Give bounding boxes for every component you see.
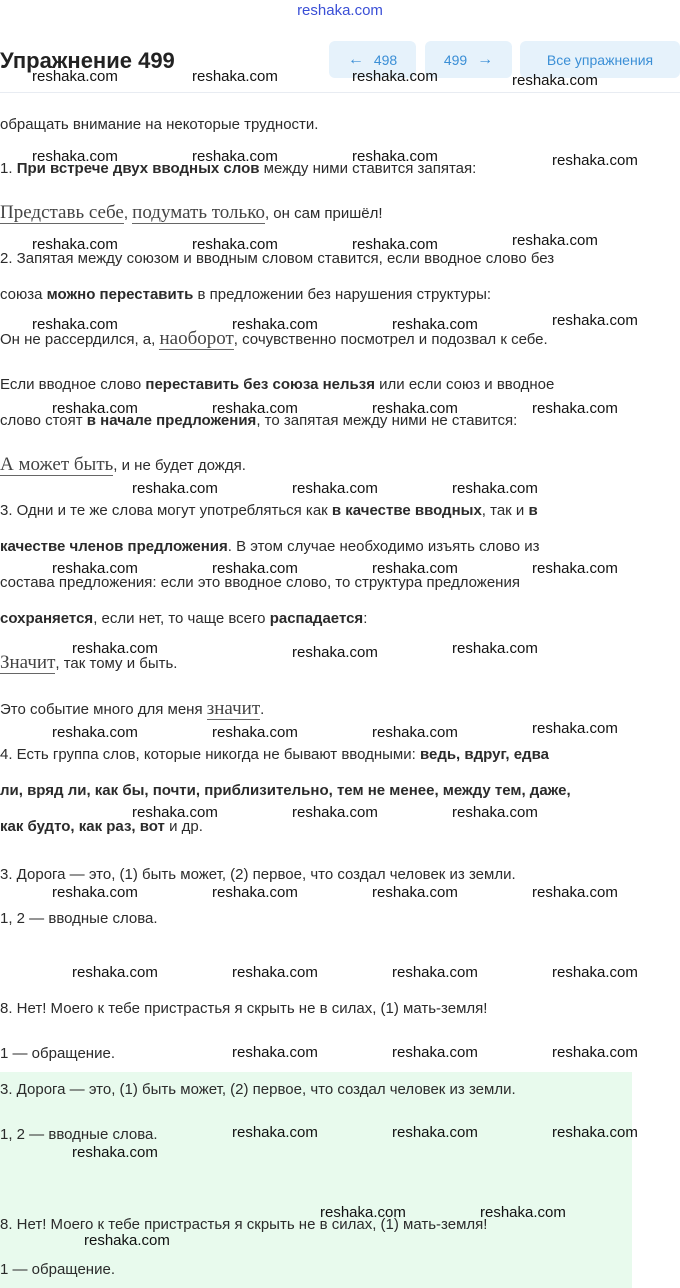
example-4-rest: , так тому и быть. [55,655,178,672]
rule-2b-rest: или если союз и вводное [379,376,555,393]
rule-3-l4-end: : [363,610,368,627]
task-8-answer: 1 — обращение. [0,1045,115,1062]
example-5 [0,698,680,721]
rule-3-text: 3. Одни и те же слова могут употребляться как [0,502,328,519]
rule-2b-l2-bold: в начале предложения [86,412,257,429]
rule-3-l2-bold: качестве членов предложения [0,538,228,555]
page-title: Упражнение 499 [0,48,175,73]
example-1-rest: , он сам пришёл! [264,205,383,222]
rule-1-num: 1. [0,160,13,177]
rule-3-l4-bold-2: распадается [269,610,364,627]
arrow-left-icon: ← [347,50,364,68]
watermark: reshaka.com [352,236,438,253]
rule-2-line-1: 2. Запятая между союзом и вводным словом ставится, если вводное слово без [0,250,555,267]
next-exercise-button[interactable] [425,41,512,78]
example-5-text: Это событие много для меня [0,701,207,718]
watermark: reshaka.com [212,724,298,741]
watermark: reshaka.com [52,400,138,417]
watermark: reshaka.com [532,884,618,901]
watermark: reshaka.com [192,236,278,253]
rule-4-text: 4. Есть группа слов, которые никогда не бывают вводными: [0,746,416,763]
watermark: reshaka.com [52,724,138,741]
watermark: reshaka.com [552,312,638,329]
watermark: reshaka.com [212,560,298,577]
watermark: reshaka.com [72,964,158,981]
example-2-rest: , сочувственно посмотрел и подозвал к себе. [233,331,548,348]
task-8: 8. Нет! Моего к тебе пристрастья я скрыть не в силах, (1) мать-земля! [0,1000,488,1017]
watermark: reshaka.com [372,560,458,577]
example-2-text: Он не рассердился, а, [0,331,160,348]
rule-2b-l2-rest: , то запятая между ними не ставится: [256,412,518,429]
rule-1-rest: между ними ставится запятая: [263,160,477,177]
example-4-word: Значит [0,652,56,673]
arrow-right-icon: → [477,50,494,68]
answer-task-3-result: 1, 2 — вводные слова. [0,1126,158,1143]
watermark: reshaka.com [292,644,378,661]
watermark: reshaka.com [232,964,318,981]
watermark: reshaka.com [392,1044,478,1061]
watermark: reshaka.com [452,640,538,657]
watermark: reshaka.com [72,640,158,657]
watermark: reshaka.com [232,1044,318,1061]
watermark: reshaka.com [52,884,138,901]
watermark: reshaka.com [132,804,218,821]
watermark: reshaka.com [452,480,538,497]
rule-3-bold-2: в [528,502,538,519]
watermark: reshaka.com [452,804,538,821]
watermark: reshaka.com [32,316,118,333]
rule-2b-text: Если вводное слово [0,376,142,393]
rule-2b-bold: переставить без союза нельзя [145,376,375,393]
answer-task-3: 3. Дорога — это, (1) быть может, (2) первое, что создал человек из земли. [0,1081,516,1098]
watermark: reshaka.com [352,68,438,85]
rule-2-bold: можно переставить [46,286,194,303]
rule-3-mid: , так и [481,502,525,519]
rule-4-l3-bold: как будто, как раз, вот [0,818,165,835]
rule-1-bold: При встрече двух вводных слов [16,160,260,177]
watermark: reshaka.com [512,72,598,89]
watermark: reshaka.com [392,964,478,981]
rule-4-line-2: ли, вряд ли, как бы, почти, приблизительно, тем не менее, между тем, даже, [0,782,571,799]
watermark: reshaka.com [232,1124,318,1141]
watermark: reshaka.com [352,148,438,165]
watermark: reshaka.com [392,1124,478,1141]
rule-3-line-2 [0,536,680,558]
example-3-rest: , и не будет дождя. [113,457,246,474]
answer-box [0,1072,632,1288]
watermark: reshaka.com [212,884,298,901]
watermark: reshaka.com [552,1044,638,1061]
answer-task-8-result: 1 — обращение. [0,1261,115,1278]
watermark: reshaka.com [292,804,378,821]
watermark: reshaka.com [192,148,278,165]
site-link[interactable]: reshaka.com [297,2,383,19]
watermark: reshaka.com [372,884,458,901]
rule-3-l2-rest: . В этом случае необходимо изъять слово из [227,538,540,555]
watermark: reshaka.com [532,400,618,417]
rule-3-l4-mid: , если нет, то чаще всего [93,610,266,627]
rule-4-bold: ведь, вдруг, едва [419,746,549,763]
rule-3-bold-1: в качестве вводных [331,502,482,519]
watermark: reshaka.com [212,400,298,417]
watermark: reshaka.com [84,1232,170,1249]
next-exercise-label: 499 [443,51,468,68]
example-5-end: . [260,701,265,718]
rule-intro: обращать внимание на некоторые трудности. [0,116,319,133]
rule-2b-l2-text: слово стоят [0,412,83,429]
rule-3-line-4 [0,608,680,630]
task-3: 3. Дорога — это, (1) быть может, (2) первое, что создал человек из земли. [0,866,516,883]
watermark: reshaka.com [480,1204,566,1221]
example-5-word: значит [206,698,261,719]
watermark: reshaka.com [32,148,118,165]
rule-3-line-3: состава предложения: если это вводное слово, то структура предложения [0,574,520,591]
example-2-word: наоборот [159,328,234,349]
example-3-word: А может быть [0,454,114,475]
watermark: reshaka.com [532,720,618,737]
watermark: reshaka.com [52,560,138,577]
example-1-word-a: Представь себе [0,202,124,223]
watermark: reshaka.com [372,400,458,417]
watermark: reshaka.com [552,1124,638,1141]
watermark: reshaka.com [232,316,318,333]
example-1-sep: , [123,205,133,222]
example-3 [0,454,680,477]
answer-task-8: 8. Нет! Моего к тебе пристрастья я скрыть не в силах, (1) мать-земля! [0,1216,488,1233]
watermark: reshaka.com [392,316,478,333]
watermark: reshaka.com [32,68,118,85]
watermark: reshaka.com [552,152,638,169]
watermark: reshaka.com [32,236,118,253]
rule-2-line-2 [0,284,680,306]
watermark: reshaka.com [532,560,618,577]
rule-2-text: союза [0,286,43,303]
watermark: reshaka.com [320,1204,406,1221]
rule-4-l3-rest: и др. [169,818,203,835]
watermark: reshaka.com [192,68,278,85]
rule-3-l4-bold-1: сохраняется [0,610,94,627]
watermark: reshaka.com [372,724,458,741]
example-1-word-b: подумать только [132,202,265,223]
watermark: reshaka.com [292,480,378,497]
example-1 [0,202,680,225]
task-3-answer: 1, 2 — вводные слова. [0,910,158,927]
rule-4-line-1 [0,744,680,766]
all-exercises-label: Все упражнения [546,51,654,68]
watermark: reshaka.com [512,232,598,249]
watermark: reshaka.com [72,1144,158,1161]
prev-exercise-label: 498 [373,51,398,68]
watermark: reshaka.com [552,964,638,981]
rule-2b-line-1 [0,374,680,396]
rule-2-rest: в предложении без нарушения структуры: [197,286,492,303]
rule-3-line-1 [0,500,680,522]
watermark: reshaka.com [132,480,218,497]
